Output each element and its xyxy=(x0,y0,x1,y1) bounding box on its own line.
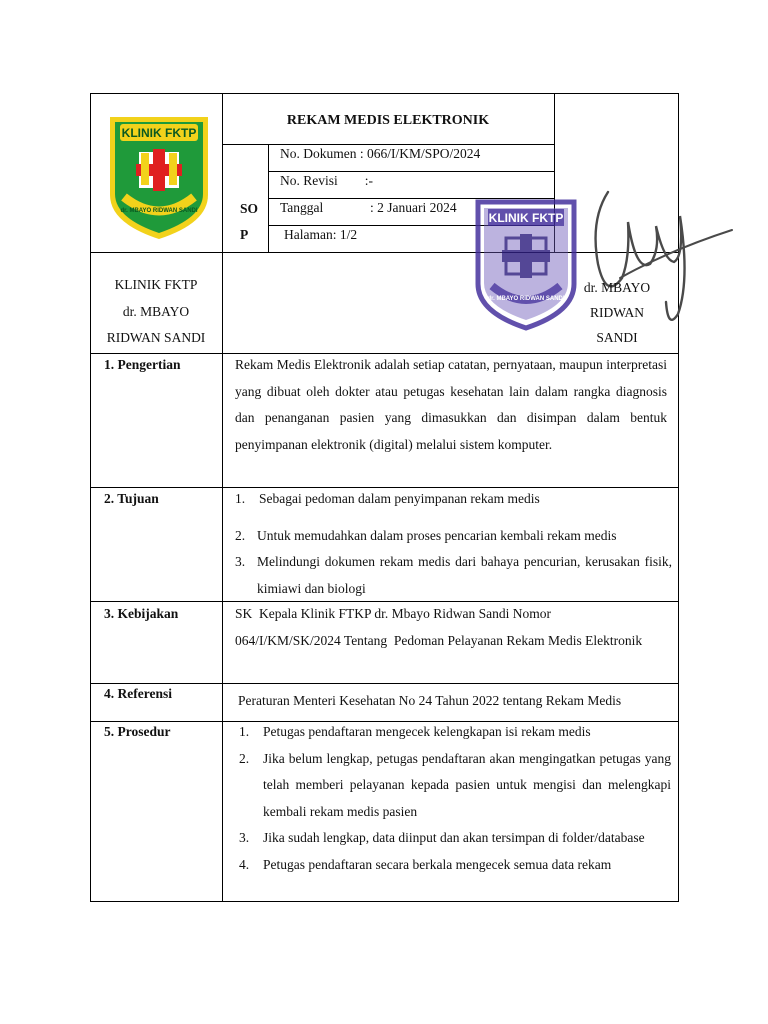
clinic-line-3: RIDWAN SANDI xyxy=(106,330,206,345)
list-item: 3. Jika sudah lengkap, data diinput dan akan tersimpan di folder/database xyxy=(239,830,645,845)
signer-line-2: RIDWAN xyxy=(590,305,644,320)
section-label-tujuan: 2. Tujuan xyxy=(104,491,159,506)
list-item: 2. Untuk memudahkan dalam proses pencarian kembali rekam medis xyxy=(235,527,617,543)
prosedur-list xyxy=(233,719,671,878)
section-label-kebijakan: 3. Kebijakan xyxy=(104,606,179,621)
list-item: 4. Petugas pendaftaran secara berkala mengecek semua data rekam xyxy=(239,856,612,872)
section-label-referensi: 4. Referensi xyxy=(104,686,172,701)
svg-text:dr. MBAYO RIDWAN SANDI: dr. MBAYO RIDWAN SANDI xyxy=(120,208,198,214)
svg-text:KLINIK FKTP: KLINIK FKTP xyxy=(488,211,564,225)
section-label-prosedur: 5. Prosedur xyxy=(104,724,171,739)
section-text-referensi: Peraturan Menteri Kesehatan No 24 Tahun 2022 tentang Rekam Medis xyxy=(238,693,622,708)
signer-name xyxy=(556,275,678,350)
clinic-line-2: dr. MBAYO xyxy=(122,303,190,319)
list-item: 1. Petugas pendaftaran mengecek kelengkapan isi rekam medis xyxy=(239,724,591,739)
section-text-pengertian: Rekam Medis Elektronik adalah setiap catatan, pernyataan, maupun interpretasi yang dibuat oleh dokter atau petugas kesehatan lain dalam rangka diagnosis dan penanganan pasien yang dimasukkan dan disimpan dalam bentuk penyimpanan elektronik (digital) melalui sistem komputer. xyxy=(235,357,667,452)
signer-line-3: SANDI xyxy=(596,330,638,345)
date-label: Tanggal xyxy=(280,200,324,215)
date-value: : 2 Januari 2024 xyxy=(370,200,457,215)
section-label-pengertian: 1. Pengertian xyxy=(104,357,181,372)
clinic-logo xyxy=(106,113,212,243)
list-item: 1. Sebagai pedoman dalam penyimpanan rekam medis xyxy=(235,491,540,506)
document-title: REKAM MEDIS ELEKTRONIK xyxy=(286,113,490,128)
doc-number: No. Dokumen : 066/I/KM/SPO/2024 xyxy=(280,146,481,161)
list-item: 3. Melindungi dokumen rekam medis dari bahaya pencurian, kerusakan fisik, kimiawi dan biologi xyxy=(235,554,672,596)
p-label: P xyxy=(240,227,249,242)
svg-text:KLINIK FKTP: KLINIK FKTP xyxy=(121,126,197,140)
section-text-kebijakan: SK Kepala Klinik FTKP dr. Mbayo Ridwan Sandi Nomor 064/I/KM/SK/2024 Tentang Pedoman Pelayanan Rekam Medis Elektronik xyxy=(235,606,643,648)
svg-text:dr. MBAYO RIDWAN SANDI: dr. MBAYO RIDWAN SANDI xyxy=(487,296,565,302)
signer-line-1: dr. MBAYO xyxy=(583,280,651,295)
so-label: SO xyxy=(240,201,259,216)
page-info: Halaman: 1/2 xyxy=(284,227,358,242)
revision: No. Revisi :- xyxy=(280,173,373,188)
clinic-name xyxy=(90,272,222,352)
tujuan-list xyxy=(229,486,672,602)
clinic-line-1: KLINIK FKTP xyxy=(114,277,198,292)
list-item: 2. Jika belum lengkap, petugas pendaftaran akan mengingatkan petugas yang telah memberi pelayanan kepada pasien untuk mengisi dan melengkapi kembali rekam medis pasien xyxy=(239,750,671,819)
